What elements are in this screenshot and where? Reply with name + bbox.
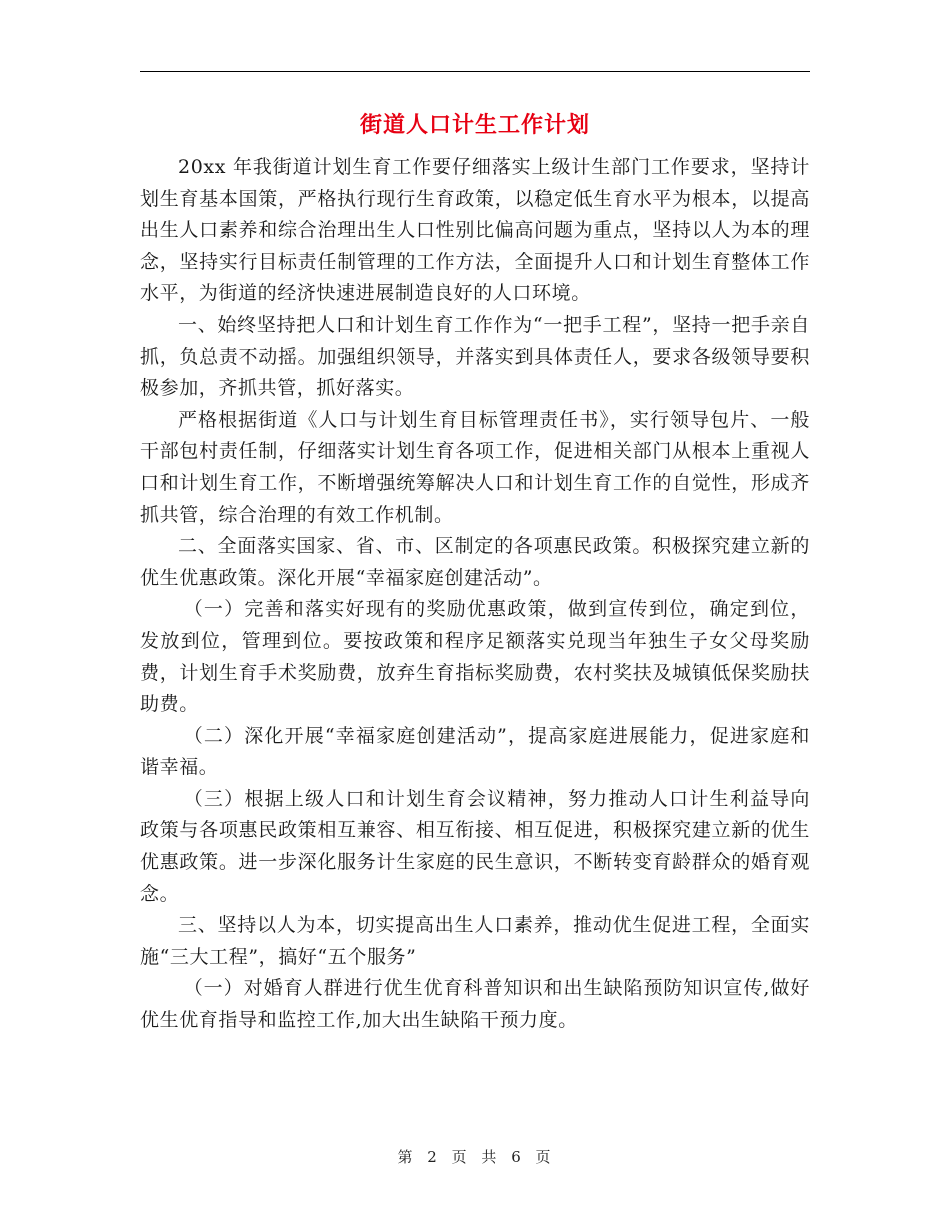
paragraph-responsibility: 严格根据街道《人口与计划生育目标管理责任书》，实行领导包片、一般干部包村责任制，仔细落实计划生育各项工作，促进相关部门从根本上重视人口和计划生育工作，不断增强统筹解决人口和计划生育工作的自觉性，形成齐抓共管，综合治理的有效工作机制。 <box>140 408 810 526</box>
footer-current-page: 2 <box>427 1148 439 1166</box>
page-footer <box>140 1146 810 1167</box>
paragraph-section-2-item-1: （一）完善和落实好现有的奖励优惠政策，做到宣传到位，确定到位，发放到位，管理到位。要按政策和程序足额落实兑现当年独生子女父母奖励费，计划生育手术奖励费，放弃生育指标奖励费，农村奖扶及城镇低保奖励扶助费。 <box>140 598 810 716</box>
paragraph-section-1: 一、始终坚持把人口和计划生育工作作为“一把手工程”，坚持一把手亲自抓，负总责不动摇。加强组织领导，并落实到具体责任人，要求各级领导要积极参加，齐抓共管，抓好落实。 <box>140 313 810 400</box>
footer-suffix: 页 <box>535 1148 553 1166</box>
footer-page-word: 页 <box>451 1148 469 1166</box>
paragraph-section-2: 二、全面落实国家、省、市、区制定的各项惠民政策。积极探究建立新的优生优惠政策。深化开展“幸福家庭创建活动”。 <box>140 535 810 589</box>
footer-prefix: 第 <box>397 1148 415 1166</box>
paragraph-section-2-item-3: （三）根据上级人口和计划生育会议精神，努力推动人口计生利益导向政策与各项惠民政策相互兼容、相互衔接、相互促进，积极探究建立新的优生优惠政策。进一步深化服务计生家庭的民生意识，不断转变育龄群众的婚育观念。 <box>140 787 810 905</box>
document-title: 街道人口计生工作计划 <box>359 112 590 138</box>
paragraph-section-2-item-2: （二）深化开展“幸福家庭创建活动”，提高家庭进展能力，促进家庭和谐幸福。 <box>140 724 810 779</box>
paragraph-section-3-item-1: （一）对婚育人群进行优生优育科普知识和出生缺陷预防知识宣传,做好优生优育指导和监控工作,加大出生缺陷干预力度。 <box>140 977 810 1032</box>
paragraph-section-3: 三、坚持以人为本，切实提高出生人口素养，推动优生促进工程，全面实施“三大工程”，搞好“五个服务” <box>140 914 810 968</box>
header-rule <box>140 71 810 72</box>
paragraph-intro: 20xx 年我街道计划生育工作要仔细落实上级计生部门工作要求，坚持计划生育基本国策，严格执行现行生育政策，以稳定低生育水平为根本，以提高出生人口素养和综合治理出生人口性别比偏高问题为重点，坚持以人为本的理念，坚持实行目标责任制管理的工作方法，全面提升人口和计划生育整体工作水平，为街道的经济快速进展制造良好的人口环境。 <box>140 156 810 305</box>
footer-total-prefix: 共 <box>481 1148 499 1166</box>
footer-total-pages: 6 <box>511 1148 523 1166</box>
document-body <box>140 152 810 1037</box>
